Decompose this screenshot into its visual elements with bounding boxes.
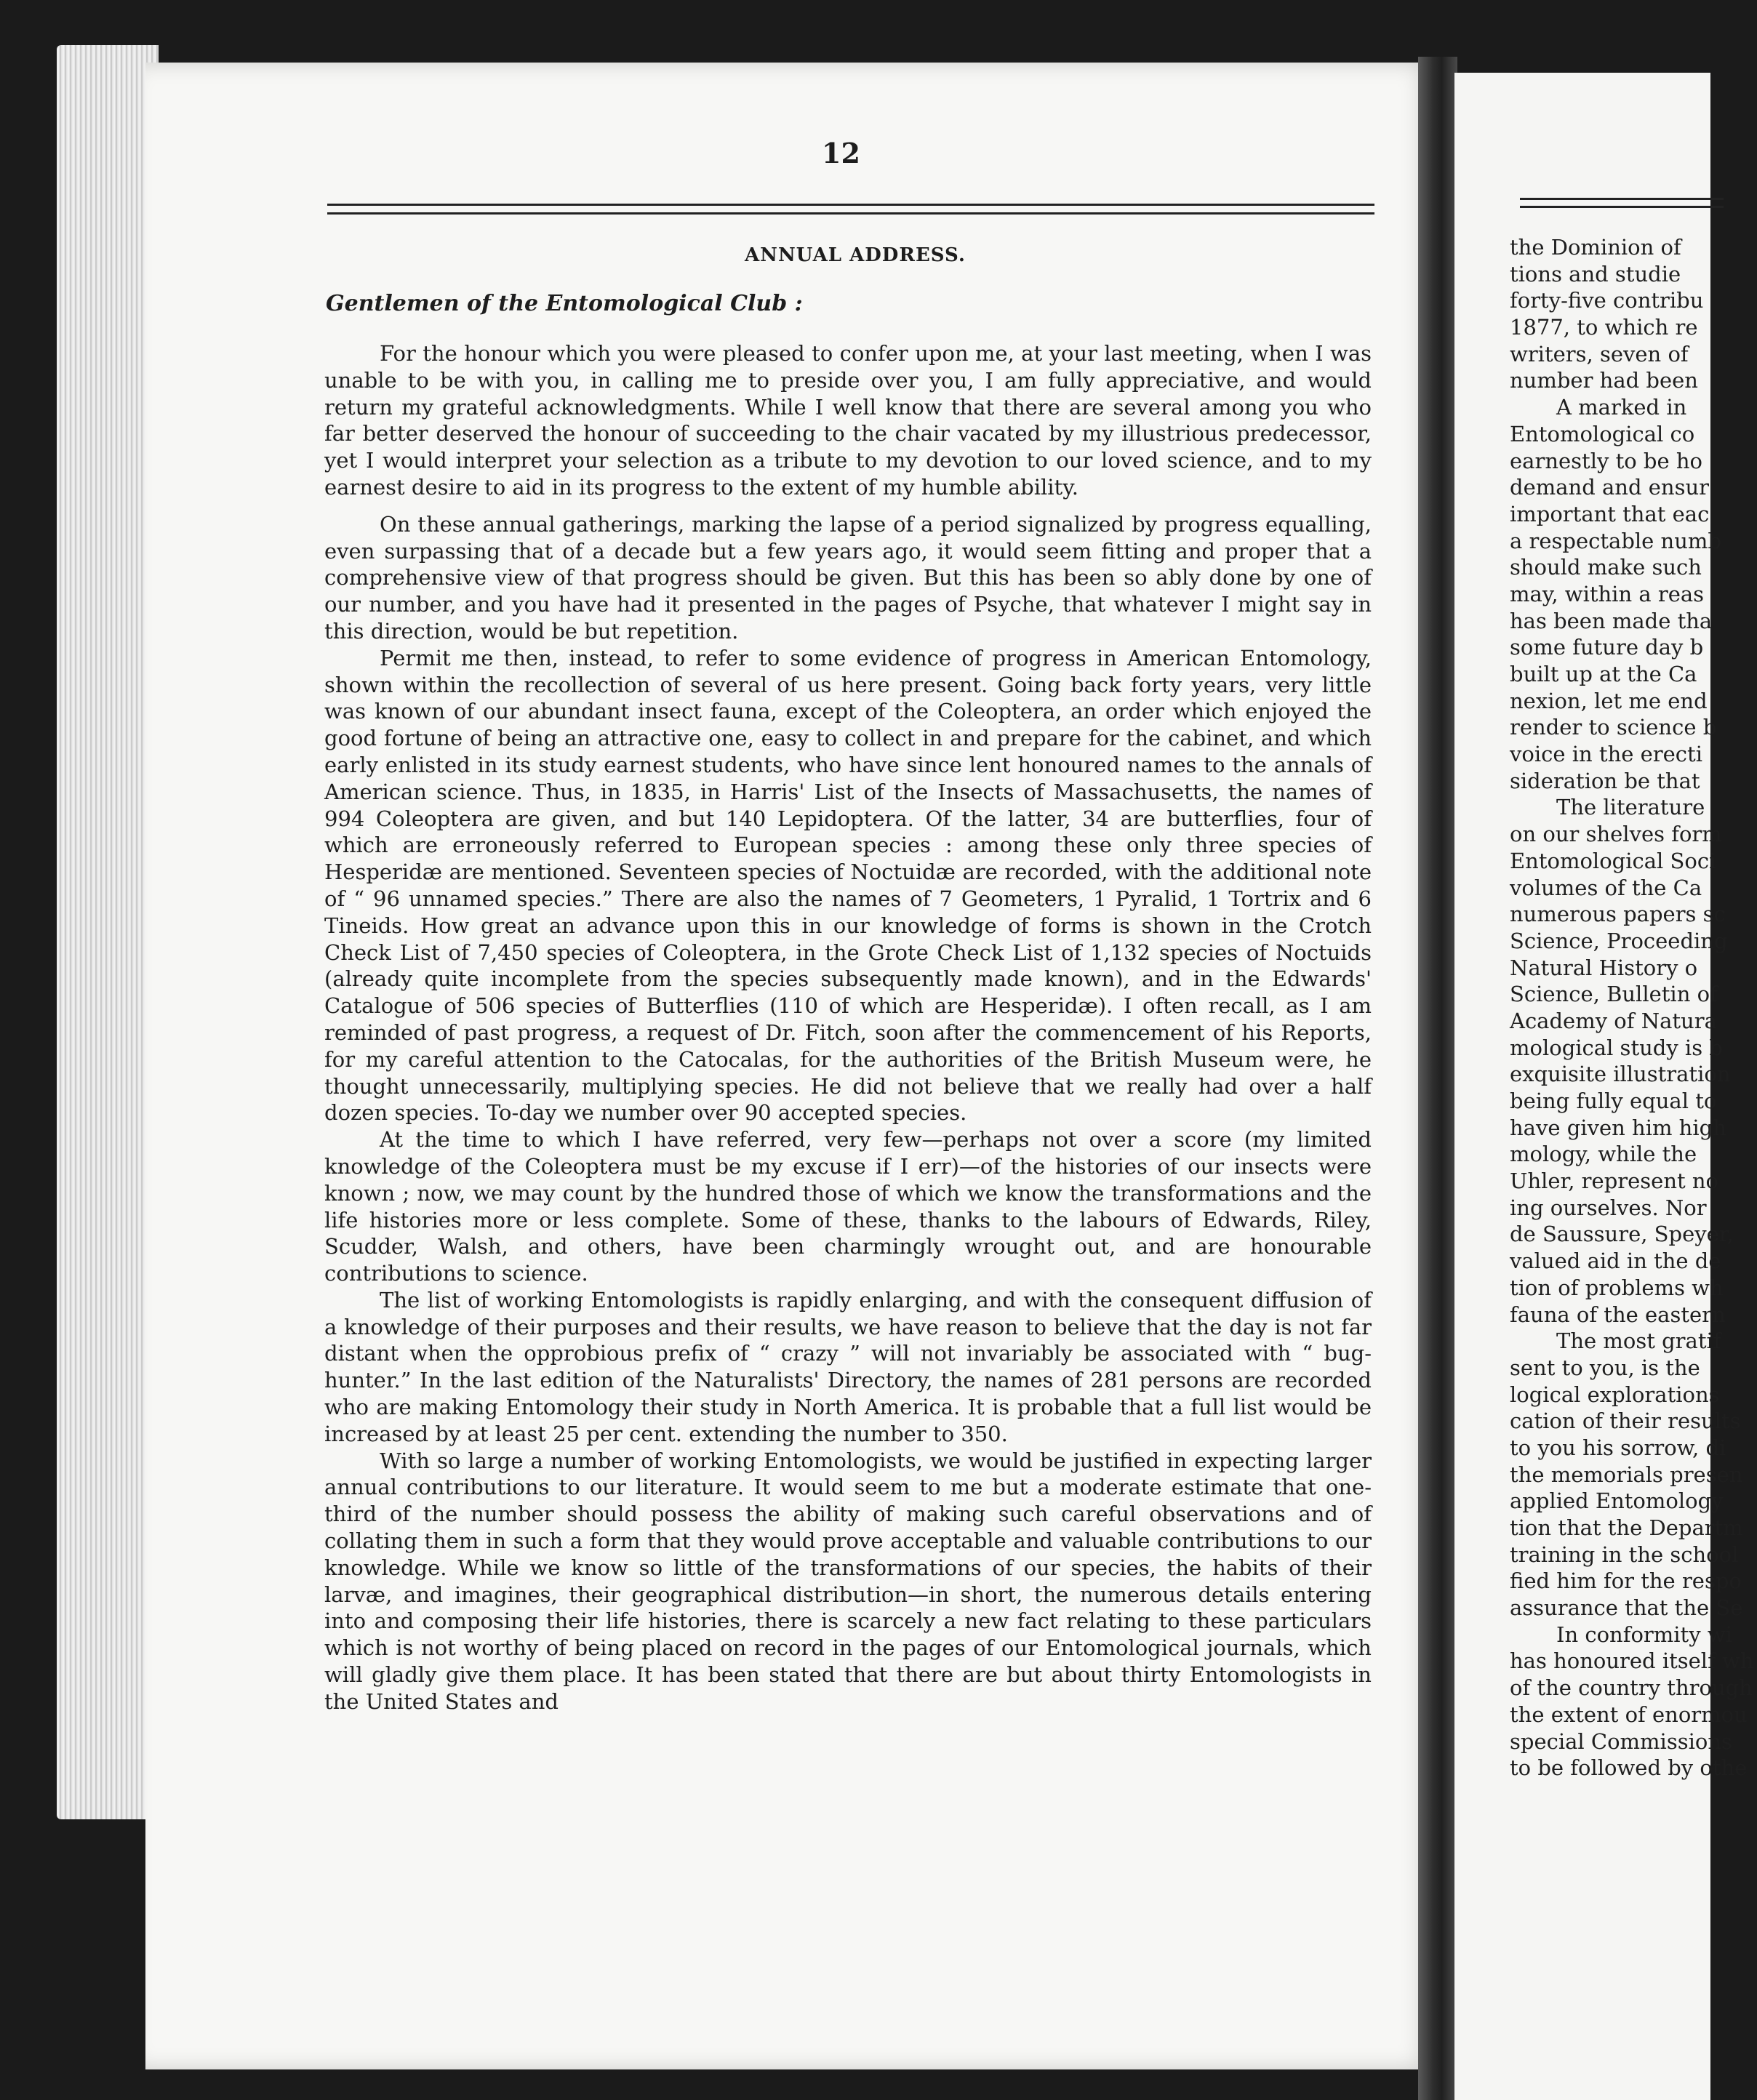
facing-line: some future day b [1510,635,1704,660]
header-rule [327,204,1374,215]
facing-line: tion of problems wh [1510,1275,1724,1300]
facing-line: to be followed by othe [1510,1755,1748,1781]
facing-line: fauna of the eastern [1510,1302,1726,1327]
facing-line: volumes of the Ca [1510,875,1702,900]
facing-line: Science, Bulletin of [1510,982,1718,1007]
facing-line: sent to you, is the [1510,1355,1700,1380]
facing-line: being fully equal to [1510,1089,1717,1113]
paragraph-2: On these annual gatherings, marking the lapse of a period signalized by progress equalling, even surpassing that of a decade but a few years ago, it would seem fitting and proper that a comprehensive view of that progress should be given. But this has been so ably done by one of our number, and you have had it presented in the pages of Psyche, that whatever I might say in this direction, would be but repetition. [324,511,1372,644]
paragraph-5: The list of working Entomologists is rapidly enlarging, and with the consequent diffusion of a knowledge of their purposes and their results, we have reason to believe that the day is not far distant when the opprobious prefix of “ crazy ” will not invariably be associated with “ bug-hunter.” In the last edition of the Naturalists' Directory, the names of 281 persons are recorded who are making Entomology their study in North America. It is probable that a full list would be increased by at least 25 per cent. extending the number to 350. [324,1287,1372,1446]
facing-line: assurance that the Se [1510,1595,1743,1621]
facing-line: The most gratif [1556,1328,1721,1354]
facing-line: training in the school [1510,1542,1739,1567]
facing-line: Entomological co [1510,421,1695,446]
facing-line: demand and ensur [1510,475,1709,500]
facing-line: A marked in [1556,395,1687,420]
facing-line: built up at the Ca [1510,662,1697,686]
facing-line: the extent of enormou [1510,1702,1748,1727]
facing-line: important that eac [1510,501,1710,526]
facing-line: Uhler, represent no [1510,1169,1719,1194]
facing-line: numerous papers sc [1510,902,1726,927]
facing-line: tions and studie [1510,261,1681,286]
facing-line: of the country through [1510,1675,1753,1701]
facing-line: forty-five contribu [1510,288,1704,313]
facing-line: number had been [1510,368,1698,393]
facing-line: fied him for the respo [1510,1568,1742,1594]
facing-line: Academy of Natura [1510,1008,1717,1033]
facing-line: mological study is b [1510,1035,1723,1060]
facing-page-text [1510,234,1757,1782]
book-spine [1418,57,1457,2100]
facing-line: have given him high [1510,1115,1726,1140]
facing-line: Natural History o [1510,955,1698,980]
paragraph-3: Permit me then, instead, to refer to some evidence of progress in American Entomology, shown within the recollection of several of us here present. Going back forty years, very little was known of our abundant insect fauna, except of the Coleoptera, an order which enjoyed the good fortune of being an attractive one, easy to collect in and prepare for the cabinet, and which early enlisted in its study earnest students, who have since lent honoured names to the annals of American science. Thus, in 1835, in Harris' List of the Insects of Massachusetts, the names of 994 Coleoptera are given, and but 140 Lepidoptera. Of the latter, 34 are butterflies, four of which are erroneously referred to European species : among these only three species of Hesperidæ are mentioned. Seventeen species of Noctuidæ are recorded, with the additional note of “ 96 unnamed species.” There are also the names of 7 Geometers, 1 Pyralid, 1 Tortrix and 6 Tineids. How great an advance upon this in our knowledge of forms is shown in the Crotch Check List of 7,450 species of Coleoptera, in the Grote Check List of 1,132 species of Noctuids (already quite incomplete from the species subsequently made known), and in the Edwards' Catalogue of 506 species of Butterflies (110 of which are Hesperidæ). I often recall, as I am reminded of past progress, a request of Dr. Fitch, soon after the commencement of his Reports, for my careful attention to the Catocalas, for the authorities of the British Museum were, he thought unnecessarily, multiplying species. He did not believe that we really had over a half dozen species. To-day we number over 90 accepted species. [324,645,1372,1126]
address-body [324,340,1372,1715]
facing-line: voice in the erecti [1510,742,1702,767]
facing-line: render to science b [1510,715,1717,740]
facing-line: Entomological Soci [1510,848,1716,873]
facing-line: valued aid in the de [1510,1249,1721,1274]
facing-line: on our shelves form [1510,822,1722,847]
facing-line: nexion, let me end [1510,688,1708,713]
facing-header-rule [1520,198,1724,208]
section-heading: ANNUAL ADDRESS. [745,244,966,266]
facing-line: the memorials presen [1510,1462,1743,1487]
facing-line: writers, seven of [1510,341,1689,366]
facing-line: a respectable numb [1510,528,1721,553]
facing-line: earnestly to be ho [1510,448,1702,473]
facing-line: ing ourselves. Nor [1510,1195,1707,1220]
facing-line: cation of their results [1510,1408,1741,1434]
facing-line: tion that the Departm [1510,1515,1743,1540]
paragraph-4: At the time to which I have referred, very few—perhaps not over a score (my limited knowledge of the Coleoptera must be my excuse if I err)—of the histories of our insects were known ; now, we may count by the hundred those of which we know the transformations and the life histories more or less complete. Some of these, thanks to the labours of Edwards, Riley, Scudder, Walsh, and others, have been charmingly wrought out, and are honourable contributions to science. [324,1127,1372,1286]
facing-line: 1877, to which re [1510,315,1698,340]
page-edge-stack [57,45,159,1819]
facing-line: to you his sorrow, di [1510,1435,1726,1460]
facing-line: exquisite illustration [1510,1062,1731,1087]
facing-line: special Commissions [1510,1728,1732,1754]
facing-line: applied Entomology [1510,1488,1724,1514]
facing-page [1454,73,1754,2100]
paragraph-6: With so large a number of working Entomologists, we would be justified in expecting larger annual contributions to our literature. It would seem to me but a moderate estimate that one-third of the number should possess the ability of making such careful observations and of collating them in such a form that they would prove acceptable and valuable contributions to our knowledge. While we know so little of the transformations of our species, the habits of their larvæ, and imagines, their geographical distribution—in short, the numerous details entering into and composing their life histories, there is scarcely a new fact relating to these particulars which is not worthy of being placed on record in the pages of our Entomological journals, which will gladly give them place. It has been stated that there are but about thirty Entomologists in the United States and [324,1448,1372,1714]
salutation: Gentlemen of the Entomological Club : [326,291,803,316]
facing-line: mology, while the [1510,1142,1697,1167]
facing-line: may, within a reas [1510,581,1705,606]
facing-line: the Dominion of [1510,235,1681,260]
facing-line: has been made tha [1510,608,1713,633]
facing-line: The literature [1556,795,1705,820]
facing-line: Science, Proceeding [1510,928,1728,953]
facing-line: logical explorations [1510,1382,1720,1407]
page-number: 12 [822,137,860,169]
facing-line: should make such [1510,555,1702,580]
facing-line: In conformity wi [1556,1622,1732,1647]
facing-line: de Saussure, Speyer, [1510,1222,1734,1247]
facing-line: has honoured itself wh [1510,1648,1754,1674]
facing-line: sideration be that [1510,768,1700,793]
paragraph-1: For the honour which you were pleased to confer upon me, at your last meeting, when I was unable to be with you, in calling me to preside over you, I am fully appreciative, and would return my grateful acknowledgments. While I well know that there are several among you who far better deserved the honour of succeeding to the chair vacated by my illustrious predecessor, yet I would interpret your selection as a tribute to my devotion to our loved science, and to my earnest desire to aid in its progress to the extent of my humble ability. [324,341,1372,500]
